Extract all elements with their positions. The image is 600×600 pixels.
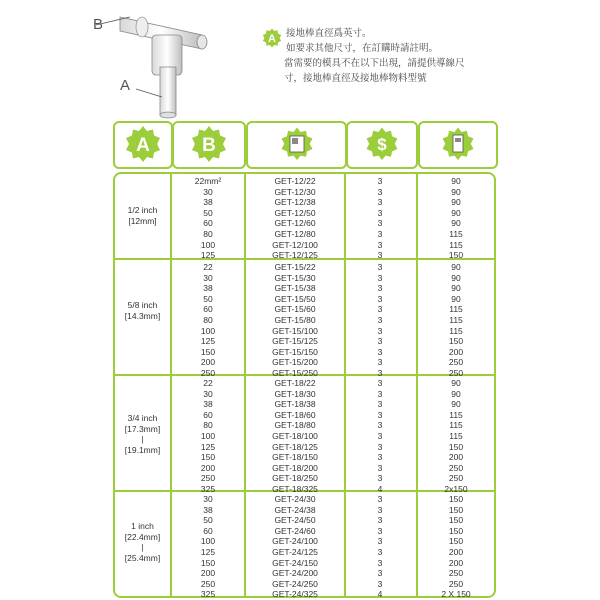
quantity-cell: 150: [448, 441, 464, 452]
part-number-cell: GET-24/250: [272, 578, 318, 589]
wire-size-cell: 200: [200, 462, 216, 473]
part-number-cell: GET-24/60: [274, 525, 316, 536]
price-cell: 3: [377, 346, 383, 357]
table-row: [170, 547, 496, 558]
price-cell: 3: [377, 239, 383, 250]
price-cell: 3: [377, 409, 383, 420]
ground-rod-connector-image: [90, 5, 210, 125]
rod-size-line: 1 inch: [131, 521, 154, 531]
part-number-cell: GET-24/38: [274, 504, 316, 515]
table-row: [170, 505, 496, 516]
quantity-cell: 90: [451, 283, 461, 294]
rod-size-line: 1/2 inch: [127, 205, 158, 215]
quantity-cell: 250: [448, 357, 464, 368]
part-number-cell: GET-18/100: [272, 431, 318, 441]
wire-size-cell: 38: [203, 399, 213, 410]
part-number-cell: GET-18/60: [274, 409, 316, 420]
rod-size-line: 3/4 inch: [127, 413, 158, 423]
table-row: [170, 568, 496, 579]
table-row: [170, 484, 496, 495]
wire-size-cell: 150: [200, 346, 216, 357]
quantity-cell: 115: [449, 409, 463, 420]
table-row: [170, 368, 496, 379]
wire-size-cell: 22mm²: [194, 176, 222, 186]
header-col-price: [346, 121, 418, 169]
part-number-cell: GET-24/325: [272, 589, 318, 600]
wire-size-cell: 150: [200, 452, 216, 463]
wire-size-cell: 50: [203, 293, 213, 304]
wire-size-cell: 30: [203, 494, 213, 504]
part-number-cell: GET-24/150: [272, 557, 318, 568]
price-cell: 3: [377, 494, 383, 504]
table-row: [170, 420, 496, 431]
svg-text:$: $: [377, 135, 387, 154]
wire-size-cell: 325: [200, 484, 216, 494]
table-row: [170, 208, 496, 219]
price-cell: 3: [377, 218, 383, 229]
price-cell: 3: [377, 207, 383, 218]
price-cell: 3: [377, 315, 383, 325]
quantity-cell: 200: [448, 452, 464, 463]
label-b: B: [93, 16, 104, 33]
group-label-3: [115, 413, 170, 455]
wire-size-cell: 325: [200, 589, 216, 600]
header-col-part: [246, 121, 347, 169]
rod-size-line: [14.3mm]: [124, 310, 161, 321]
table-row: [170, 579, 496, 590]
wire-size-cell: 250: [200, 368, 216, 378]
quantity-cell: 150: [448, 336, 464, 347]
part-number-cell: GET-12/100: [272, 239, 318, 250]
wire-size-cell: 22: [203, 378, 213, 388]
price-cell: 3: [377, 462, 383, 473]
wire-size-cell: 80: [203, 315, 213, 325]
part-number-cell: GET-24/100: [272, 536, 318, 547]
price-cell: 3: [377, 557, 383, 568]
part-number-cell: GET-24/50: [274, 515, 316, 526]
wire-size-cell: 30: [203, 272, 213, 283]
note-line-3: 當需要的模具不在以下出現，請提供導線尺: [284, 58, 465, 69]
table-row: [170, 431, 496, 442]
part-number-cell: GET-12/60: [274, 218, 316, 229]
wire-size-cell: 30: [203, 388, 213, 399]
quantity-cell: 250: [448, 473, 464, 484]
table-row: [170, 558, 496, 569]
part-number-cell: GET-18/30: [274, 388, 316, 399]
table-row: [170, 218, 496, 229]
a-badge-icon: [262, 28, 282, 48]
wire-size-cell: 38: [203, 197, 213, 208]
price-cell: 3: [377, 197, 383, 208]
price-cell: 3: [377, 272, 383, 283]
wire-size-cell: 125: [200, 250, 216, 261]
quantity-cell: 90: [451, 176, 461, 186]
header-col-b: [172, 121, 246, 169]
note-line-1: 接地棒直徑爲英寸。: [286, 28, 372, 39]
price-cell: 3: [377, 568, 383, 579]
table-row: [170, 389, 496, 400]
mold-icon: [279, 127, 315, 163]
wire-size-cell: 125: [200, 336, 216, 347]
quantity-cell: 2 X 150: [441, 589, 471, 600]
table-row: [170, 515, 496, 526]
wire-size-cell: 125: [200, 441, 216, 452]
price-cell: 3: [377, 186, 383, 197]
part-number-cell: GET-12/30: [274, 186, 316, 197]
table-row: [170, 336, 496, 347]
wire-size-cell: 150: [200, 557, 216, 568]
quantity-cell: 90: [451, 262, 461, 272]
label-a: A: [120, 77, 131, 94]
table-row: [170, 347, 496, 358]
table-row: [170, 357, 496, 368]
part-number-cell: GET-12/38: [274, 197, 316, 208]
quantity-cell: 90: [451, 186, 461, 197]
table-row: [170, 399, 496, 410]
wire-size-cell: 200: [200, 357, 216, 368]
quantity-cell: 90: [451, 207, 461, 218]
group-label-2: [115, 300, 170, 321]
price-cell: 3: [377, 250, 383, 261]
quantity-cell: 200: [448, 557, 464, 568]
price-cell: 3: [377, 357, 383, 368]
quantity-cell: 115: [449, 315, 463, 325]
table-row: [170, 273, 496, 284]
wire-size-cell: 100: [200, 325, 216, 336]
price-cell: 3: [377, 578, 383, 589]
table-row: [170, 197, 496, 208]
quantity-cell: 250: [448, 568, 464, 579]
price-cell: 3: [377, 283, 383, 294]
price-cell: 3: [377, 304, 383, 315]
quantity-cell: 150: [448, 515, 464, 526]
price-cell: 3: [377, 336, 383, 347]
wire-size-cell: 38: [203, 504, 213, 515]
rod-size-line: 5/8 inch: [127, 300, 158, 310]
part-number-cell: GET-18/250: [272, 473, 318, 484]
price-cell: 4: [377, 589, 383, 600]
table-row: [170, 494, 496, 505]
table-row: [170, 187, 496, 198]
quantity-cell: 250: [448, 578, 464, 589]
price-cell: 4: [377, 484, 383, 494]
part-number-cell: GET-24/30: [274, 494, 316, 504]
price-cell: 3: [377, 229, 383, 239]
table-row: [170, 452, 496, 463]
quantity-cell: 90: [451, 197, 461, 208]
quantity-cell: 200: [448, 346, 464, 357]
note-line-2: 如要求其他尺寸，在訂購時請註明。: [286, 43, 439, 54]
quantity-cell: 250: [448, 368, 464, 378]
wire-size-cell: 60: [203, 525, 213, 536]
price-cell: 3: [377, 504, 383, 515]
part-number-cell: GET-18/38: [274, 399, 316, 410]
wire-size-cell: 60: [203, 409, 213, 420]
svg-text:B: B: [202, 135, 216, 156]
quantity-cell: 150: [448, 504, 464, 515]
badge-letter: A: [268, 33, 276, 45]
wire-size-cell: 125: [200, 547, 216, 557]
table-row: [170, 442, 496, 453]
table-row: [170, 176, 496, 187]
quantity-cell: 115: [449, 229, 463, 239]
header-col-a: [113, 121, 173, 169]
table-row: [170, 410, 496, 421]
b-badge-icon: [189, 125, 229, 165]
wire-size-cell: 38: [203, 283, 213, 294]
price-cell: 3: [377, 378, 383, 388]
part-number-cell: GET-12/80: [274, 229, 316, 239]
quantity-cell: 150: [448, 250, 464, 261]
table-row: [170, 304, 496, 315]
wire-size-cell: 80: [203, 420, 213, 431]
part-number-cell: GET-15/200: [272, 357, 318, 368]
rod-size-line: [12mm]: [128, 215, 157, 226]
wire-size-cell: 50: [203, 515, 213, 526]
dollar-icon: [364, 127, 400, 163]
part-number-cell: GET-15/100: [272, 325, 318, 336]
group-label-4: [115, 521, 170, 563]
connector-illustration: [90, 5, 210, 125]
price-cell: 3: [377, 473, 383, 484]
a-badge-icon: [123, 125, 163, 165]
wire-size-cell: 250: [200, 578, 216, 589]
price-cell: 3: [377, 262, 383, 272]
part-number-cell: GET-15/50: [274, 293, 316, 304]
part-number-cell: GET-18/325: [272, 484, 318, 494]
rod-size-line: |: [141, 542, 144, 552]
part-number-cell: GET-12/50: [274, 207, 316, 218]
quantity-cell: 150: [448, 494, 464, 504]
table-row: [170, 250, 496, 261]
table-row: [170, 536, 496, 547]
table-row: [170, 240, 496, 251]
wire-size-cell: 80: [203, 229, 213, 239]
price-cell: 3: [377, 525, 383, 536]
quantity-cell: 150: [448, 525, 464, 536]
quantity-cell: 200: [448, 547, 464, 557]
price-cell: 3: [377, 325, 383, 336]
part-number-cell: GET-12/125: [272, 250, 318, 261]
quantity-cell: 90: [451, 293, 461, 304]
quantity-cell: 90: [451, 378, 461, 388]
rod-size-line: [19.1mm]: [124, 444, 161, 455]
wire-size-cell: 250: [200, 473, 216, 484]
table-row: [170, 326, 496, 337]
price-cell: 3: [377, 547, 383, 557]
part-number-cell: GET-15/38: [274, 283, 316, 294]
part-number-cell: GET-18/200: [272, 462, 318, 473]
wire-size-cell: 60: [203, 304, 213, 315]
part-number-cell: GET-18/150: [272, 452, 318, 463]
table-row: [170, 262, 496, 273]
price-cell: 3: [377, 452, 383, 463]
price-cell: 3: [377, 536, 383, 547]
wire-size-cell: 60: [203, 218, 213, 229]
quantity-cell: 115: [449, 304, 463, 315]
price-cell: 3: [377, 399, 383, 410]
price-cell: 3: [377, 431, 383, 441]
quantity-cell: 150: [448, 536, 464, 547]
cartridge-icon: [440, 127, 476, 163]
part-number-cell: GET-15/250: [272, 368, 318, 378]
table-row: [170, 229, 496, 240]
svg-text:A: A: [136, 135, 150, 156]
wire-size-cell: 100: [200, 536, 216, 547]
rod-size-line: [25.4mm]: [124, 552, 161, 563]
table-row: [170, 283, 496, 294]
price-cell: 3: [377, 420, 383, 431]
table-row: [170, 473, 496, 484]
part-number-cell: GET-15/22: [274, 262, 316, 272]
part-number-cell: GET-24/125: [272, 547, 318, 557]
table-row: [170, 294, 496, 305]
table-row: [170, 526, 496, 537]
note-line-4: 寸，接地棒直徑及接地棒物料型號: [284, 73, 427, 84]
part-number-cell: GET-18/125: [272, 441, 318, 452]
table-row: [170, 315, 496, 326]
rod-size-line: [22.4mm]: [124, 531, 161, 542]
part-number-cell: GET-15/30: [274, 272, 316, 283]
quantity-cell: 90: [451, 218, 461, 229]
quantity-cell: 2x150: [444, 484, 468, 494]
quantity-cell: 115: [449, 431, 463, 441]
rod-size-line: [17.3mm]: [124, 423, 161, 434]
wire-size-cell: 200: [200, 568, 216, 579]
quantity-cell: 90: [451, 272, 461, 283]
price-cell: 3: [377, 388, 383, 399]
price-cell: 3: [377, 368, 383, 378]
quantity-cell: 250: [448, 462, 464, 473]
wire-size-cell: 100: [200, 239, 216, 250]
table-row: [170, 378, 496, 389]
wire-size-cell: 50: [203, 207, 213, 218]
quantity-cell: 115: [449, 420, 463, 431]
price-cell: 3: [377, 176, 383, 186]
part-number-cell: GET-15/60: [274, 304, 316, 315]
part-number-cell: GET-24/200: [272, 568, 318, 579]
part-number-cell: GET-15/80: [274, 315, 316, 325]
part-number-cell: GET-18/22: [274, 378, 316, 388]
rod-size-line: |: [141, 434, 144, 444]
part-number-cell: GET-12/22: [274, 176, 316, 186]
table-row: [170, 589, 496, 600]
wire-size-cell: 22: [203, 262, 213, 272]
group-label-1: [115, 205, 170, 226]
price-cell: 3: [377, 441, 383, 452]
part-number-cell: GET-15/125: [272, 336, 318, 347]
quantity-cell: 115: [449, 325, 463, 336]
part-number-cell: GET-18/80: [274, 420, 316, 431]
price-cell: 3: [377, 515, 383, 526]
quantity-cell: 90: [451, 399, 461, 410]
price-cell: 3: [377, 293, 383, 304]
part-number-cell: GET-15/150: [272, 346, 318, 357]
quantity-cell: 90: [451, 388, 461, 399]
table-row: [170, 463, 496, 474]
quantity-cell: 115: [449, 239, 463, 250]
wire-size-cell: 100: [200, 431, 216, 441]
header-col-qty: [418, 121, 498, 169]
wire-size-cell: 30: [203, 186, 213, 197]
